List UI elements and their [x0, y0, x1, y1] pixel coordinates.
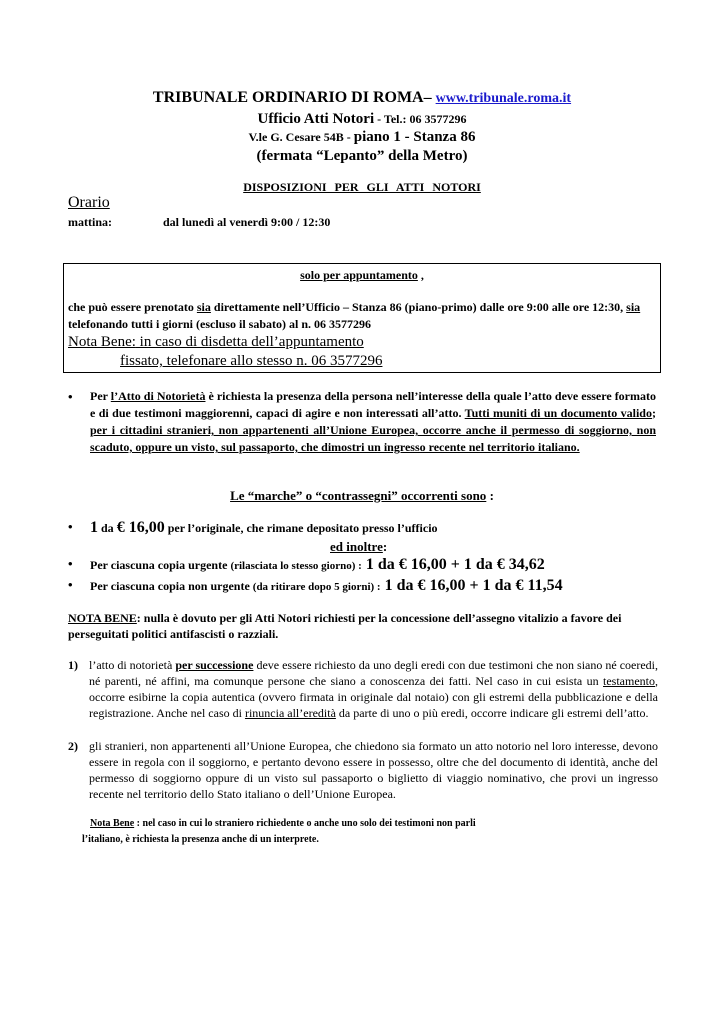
appt-note-label: Nota Bene: [68, 334, 136, 350]
final-note-label: Nota Bene [90, 818, 135, 829]
appt-note-line1: in caso di disdetta dell’appuntamento [135, 334, 364, 350]
appointment-heading [64, 268, 660, 283]
fee-a-qty: 1 [90, 519, 98, 536]
appointment-heading-tail: , [417, 268, 424, 282]
appt-note-line2: fissato, telefonare allo stesso n. 06 3577296 [120, 353, 383, 369]
marche-heading [0, 488, 724, 504]
fee-a-desc: per l’originale, che rimane depositato presso l’ufficio [164, 521, 438, 535]
b1-b: è richiesta la presenza della persona nell’interesse della quale l’atto deve essere formato e di due testimoni maggiorenni, capaci di agire e non interessati all’atto. [90, 389, 657, 420]
office-name: Ufficio Atti Notori [257, 111, 375, 127]
item1-a: l’atto di notorietà [89, 658, 176, 672]
bullet-atto-notorieta [68, 388, 657, 456]
item1-testament: testamento [603, 674, 655, 688]
fee-b-label: Per ciascuna copia urgente [90, 558, 231, 572]
appointment-box [63, 263, 661, 373]
court-website-link[interactable]: www.tribunale.roma.it [435, 91, 572, 106]
bullet-dot-icon: • [68, 389, 73, 404]
appt-sia-1: sia [196, 300, 211, 314]
fee-a-da: da [98, 521, 117, 535]
item-number: 1) [68, 658, 78, 672]
address-street: V.le G. Cesare 54B - [248, 130, 354, 144]
office-phone: - Tel.: 06 3577296 [374, 112, 467, 126]
appt-text-2: direttamente nell’Ufficio – Stanza 86 (piano-primo) dalle ore 9:00 alle ore 12:30, [210, 300, 627, 314]
list-item [68, 738, 658, 802]
court-name: TRIBUNALE ORDINARIO DI ROMA– [152, 89, 432, 106]
bullet-dot-icon: • [68, 556, 73, 571]
fee-a-amount: € 16,00 [116, 519, 165, 536]
nota-bene-text: : nulla è dovuto per gli Atti Notori richiesti per la concessione dell’assegno vitalizio a favore dei perseguitati politici antifascisti o razziali. [68, 611, 622, 641]
ed-inoltre [330, 539, 387, 555]
fee-c-label: Per ciascuna copia non urgente [90, 579, 253, 593]
morning-schedule: dal lunedì al venerdì 9:00 / 12:30 [163, 215, 331, 229]
item1-d: da parte di uno o più eredi, occorre indicare gli estremi dell’atto. [335, 706, 649, 720]
ed-inoltre-tail: : [382, 539, 388, 554]
b1-c2: ; [652, 406, 656, 420]
bullet-dot-icon: • [68, 519, 73, 534]
final-note-text1: : nel caso in cui lo straniero richiedente o anche uno solo dei testimoni non parli [134, 818, 476, 829]
marche-heading-tail: : [486, 488, 494, 503]
fee-b-amount: 1 da € 16,00 + 1 da € 34,62 [361, 556, 545, 573]
b1-a-u: l’Atto di Notorietà [110, 389, 206, 403]
item-text: gli stranieri, non appartenenti all’Unione Europea, che chiedono sia formato un atto notorio nel loro interesse, devono essere in regola con il soggiorno, e pertanto devono essere in possesso, oltre che del documento di identità, anche del permesso di soggiorno oppure di un visto sul passaporto o biglietto di viaggio nominativo, che provi un ingresso recente nel territorio dello Stato italiano o dell’Unione Europea. [89, 739, 658, 801]
item1-succession: per successione [175, 658, 254, 672]
marche-heading-text: Le “marche” o “contrassegni” occorrenti sono [230, 488, 487, 503]
b1-c-u: Tutti muniti di un documento valido [464, 406, 652, 420]
address-line [0, 127, 724, 147]
fee-c-note: (da ritirare dopo 5 giorni) : [252, 581, 381, 593]
address-room: piano 1 - Stanza 86 [353, 129, 476, 145]
item1-c: , occorre esibirne la copia autentica (ovvero firmata in originale dal notaio) con gli estremi della pubblicazione e della registrazione. Anche nel caso di [89, 674, 658, 720]
appt-text-1: che può essere prenotato [68, 300, 197, 314]
metro-line: (fermata “Lepanto” della Metro) [256, 148, 468, 164]
fee-original [68, 519, 670, 537]
appt-text-3: telefonando tutti i giorni (escluso il sabato) al n. 06 3577296 [68, 317, 372, 331]
item1-b: deve essere richiesto da uno degli eredi con due testimoni che non siano né coeredi, né parenti, né affini, ma comunque persone che siano a conoscenza dei fatti. Nel caso in cui esista un [89, 658, 658, 688]
item-text [89, 657, 658, 721]
b1-d-u: per i cittadini stranieri, non appartenenti all’Unione Europea, occorre anche il permesso di soggiorno, non scaduto, oppure un visto, sul passaporto, che dimostri un ingresso recente nel territorio italiano. [90, 423, 656, 454]
office-line [0, 109, 724, 129]
appointment-note [68, 333, 382, 371]
morning-label: mattina: [68, 215, 112, 229]
final-note-line1 [90, 818, 476, 829]
fee-urgent-copy [68, 556, 690, 574]
b1-a: Per [90, 389, 111, 403]
fee-b-note: (rilasciata lo stesso giorno) : [230, 560, 362, 572]
item1-renunciation: rinuncia all’eredità [244, 706, 336, 720]
nota-bene-label: NOTA BENE [68, 611, 137, 625]
orario-label: Orario [68, 194, 110, 211]
fee-c-amount: 1 da € 16,00 + 1 da € 11,54 [380, 577, 563, 594]
list-item [68, 657, 658, 721]
ed-inoltre-text: ed inoltre [330, 539, 383, 554]
appointment-text [68, 299, 658, 333]
appt-sia-2: sia [626, 300, 641, 314]
morning-hours [68, 215, 331, 230]
fee-nonurgent-copy [68, 577, 690, 595]
section-title: DISPOSIZIONI PER GLI ATTI NOTORI [243, 180, 481, 194]
item-number: 2) [68, 739, 78, 753]
bullet-dot-icon: • [68, 577, 73, 592]
final-note-line2: l’italiano, è richiesta la presenza anche di un interprete. [82, 834, 319, 845]
court-title [0, 88, 724, 109]
appointment-only: solo per appuntamento [300, 268, 418, 282]
nota-bene-exemption [68, 610, 658, 642]
